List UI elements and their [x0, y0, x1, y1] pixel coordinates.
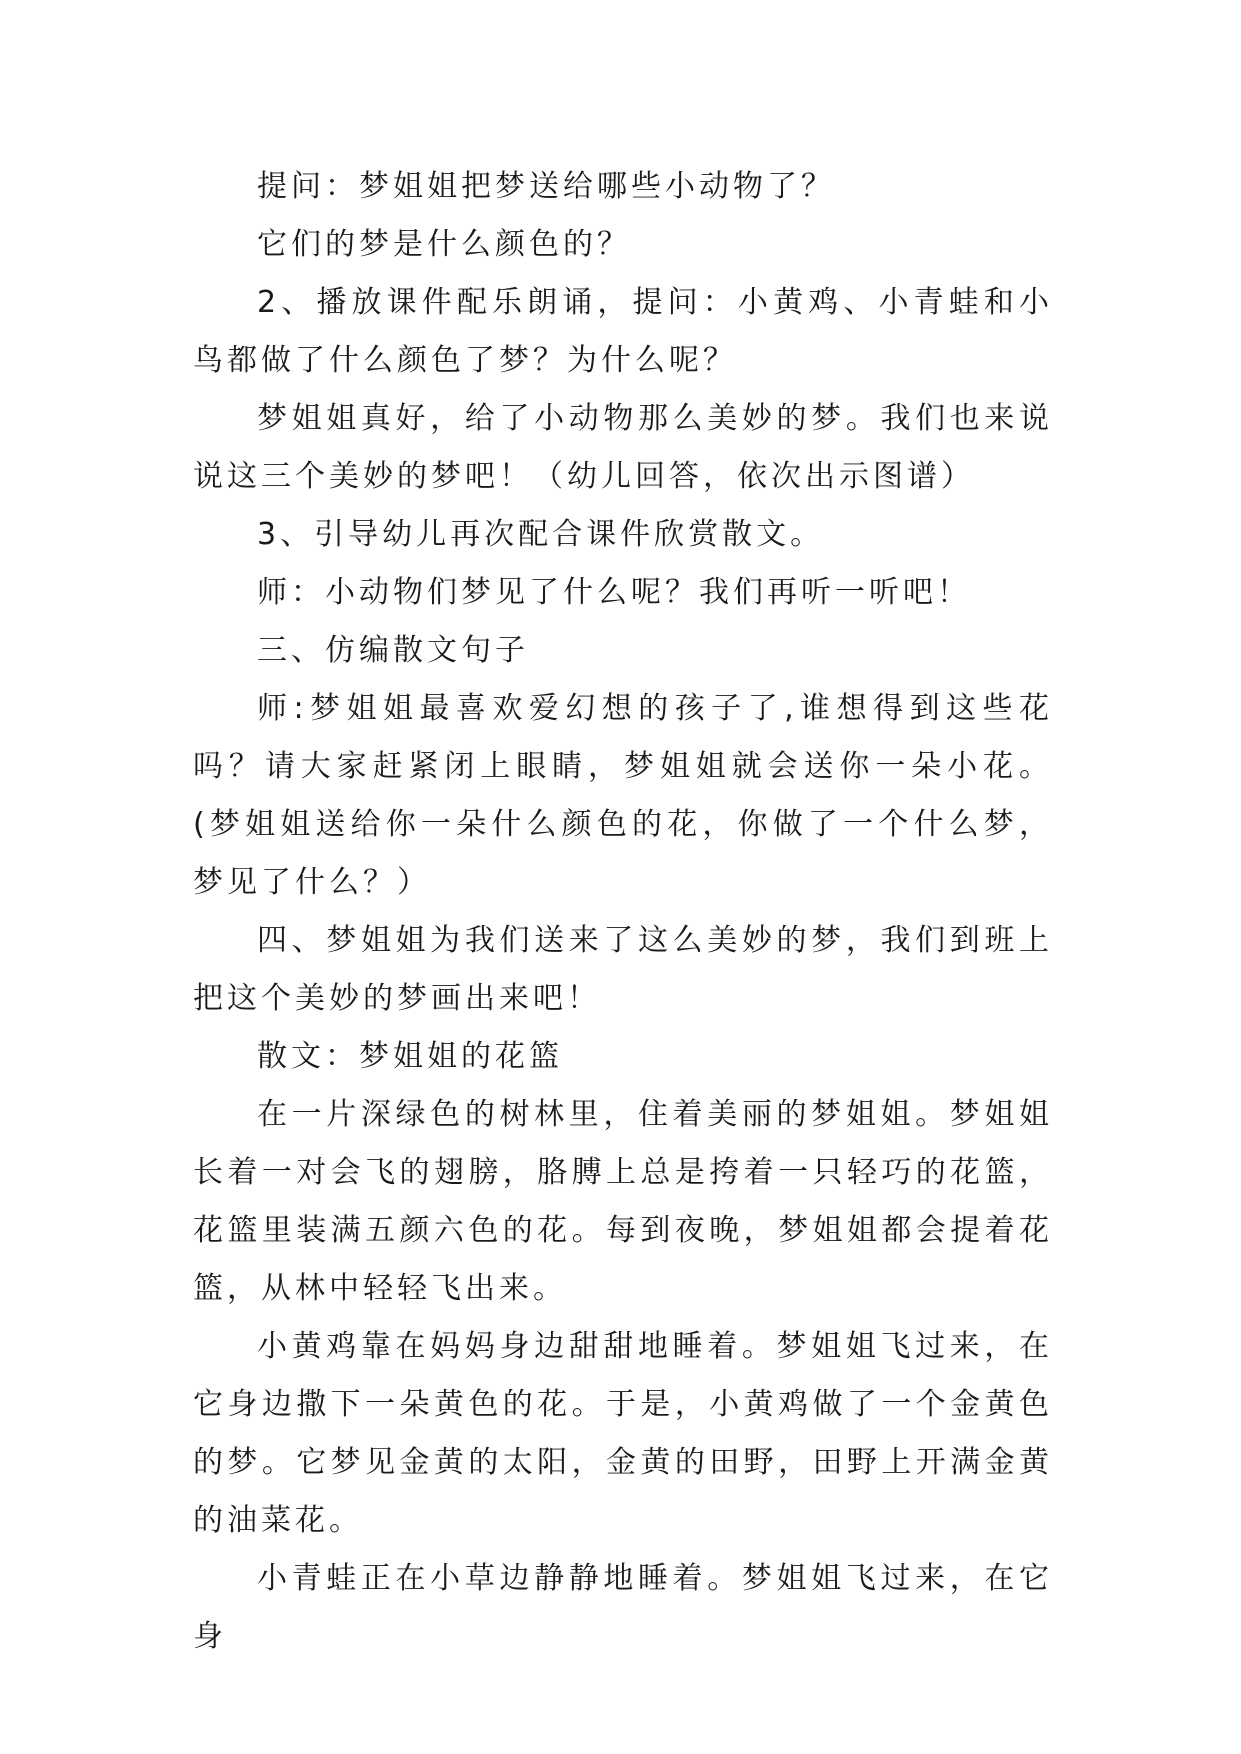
prose-paragraph-chick: 小黄鸡靠在妈妈身边甜甜地睡着。梦姐姐飞过来，在它身边撒下一朵黄色的花。于是，小黄鸡做了一个金黄色的梦。它梦见金黄的太阳，金黄的田野，田野上开满金黄的油菜花。: [193, 1329, 1053, 1538]
section-heading-3: 三、仿编散文句子: [257, 633, 529, 668]
paragraph-step-3: 3、引导幼儿再次配合课件欣赏散文。: [257, 517, 825, 552]
section-heading-4: 四、梦姐姐为我们送来了这么美妙的梦，我们到班上把这个美妙的梦画出来吧！: [193, 923, 1053, 1016]
paragraph-teacher-prompt: 师：小动物们梦见了什么呢？我们再听一听吧！: [257, 575, 971, 610]
prose-paragraph-forest: 在一片深绿色的树林里，住着美丽的梦姐姐。梦姐姐长着一对会飞的翅膀，胳膊上总是挎着一只轻巧的花篮，花篮里装满五颜六色的花。每到夜晚，梦姐姐都会提着花篮，从林中轻轻飞出来。: [193, 1097, 1053, 1306]
paragraph-step-2: 2、播放课件配乐朗诵，提问：小黄鸡、小青蛙和小鸟都做了什么颜色了梦？为什么呢？: [193, 285, 1053, 378]
document-body: [193, 158, 1053, 1666]
prose-title: 散文：梦姐姐的花篮: [257, 1039, 563, 1074]
paragraph-teacher-imagine: 师:梦姐姐最喜欢爱幻想的孩子了,谁想得到这些花吗？请大家赶紧闭上眼睛，梦姐姐就会送你一朵小花。(梦姐姐送给你一朵什么颜色的花，你做了一个什么梦，梦见了什么？）: [193, 691, 1053, 900]
paragraph-discussion: 梦姐姐真好，给了小动物那么美妙的梦。我们也来说说这三个美妙的梦吧！（幼儿回答，依次出示图谱）: [193, 401, 1053, 494]
paragraph-dream-color: 它们的梦是什么颜色的？: [257, 227, 631, 262]
prose-paragraph-frog: 小青蛙正在小草边静静地睡着。梦姐姐飞过来，在它身: [193, 1561, 1053, 1654]
paragraph-question: 提问：梦姐姐把梦送给哪些小动物了？: [257, 169, 835, 204]
